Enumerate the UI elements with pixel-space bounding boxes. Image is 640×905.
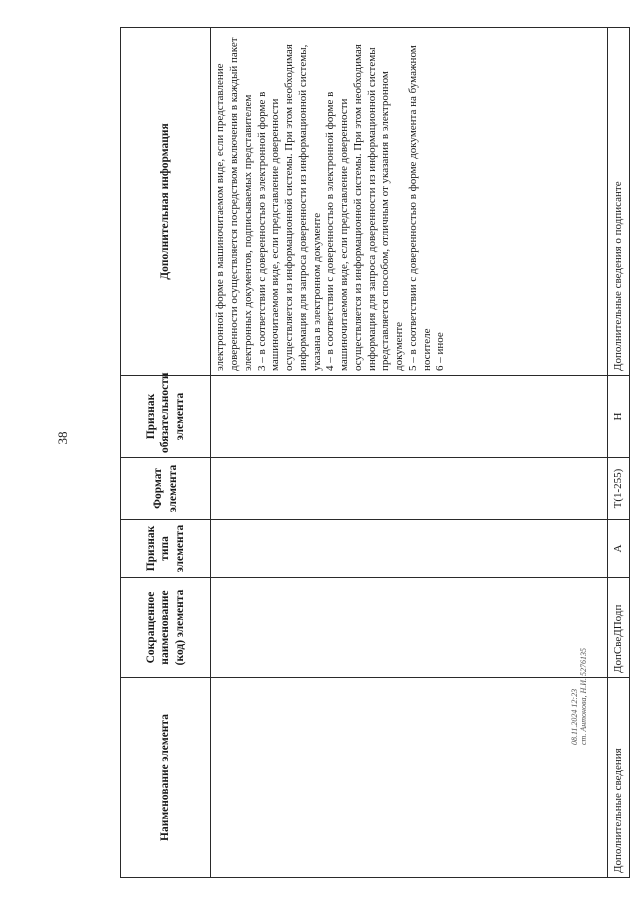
info-line: 5 – в соответствии с доверенностью в форме документа на бумажном носителе: [406, 45, 433, 371]
continuation-row: [211, 28, 608, 878]
signature-stamp: [570, 625, 588, 745]
page-number: 38: [55, 431, 70, 445]
cell-info: Дополнительные сведения о подписанте: [608, 28, 630, 376]
element-table: [120, 27, 630, 878]
cell-info-list: [211, 28, 608, 376]
cell-empty-format: [211, 458, 608, 520]
info-line: 3 – в соответствии с доверенностью в электронной форме в машиночитаемом виде, если представление доверенности осуществляется из информационной системы. При этом необходимая информация для запроса доверенности из информационной системы, указана в электронном документе: [255, 44, 323, 371]
stamp-line: ст. Антонова, Н.И. 5276135: [579, 648, 588, 745]
header-format: Формат элемента: [121, 458, 211, 520]
table-row: [608, 28, 630, 878]
cell-empty-mandatory: [211, 376, 608, 458]
cell-empty-name: [211, 678, 608, 878]
header-code: Сокращенное наименование (код) элемента: [121, 578, 211, 678]
header-mandatory: Признак обязательности элемента: [121, 376, 211, 458]
cell-empty-code: [211, 578, 608, 678]
stamp-line: 08.11.2024 12:23: [570, 688, 579, 745]
cell-type: А: [608, 520, 630, 578]
header-type: Признак типа элемента: [121, 520, 211, 578]
header-info: Дополнительная информация: [121, 28, 211, 376]
info-line: 4 – в соответствии с доверенностью в электронной форме в машиночитаемом виде, если представление доверенности осуществляется из информационной системы. При этом необходимая информация для запроса доверенности из информационной системы представляется способом, отличным от указания в электронном документе: [324, 44, 406, 371]
cell-mandatory: Н: [608, 376, 630, 458]
cell-name: Дополнительные сведения: [608, 678, 630, 878]
cell-empty-type: [211, 520, 608, 578]
cell-format: Т(1-255): [608, 458, 630, 520]
rotated-table-container: [120, 28, 630, 878]
info-line: 6 – иное: [434, 332, 447, 371]
header-name: Наименование элемента: [121, 678, 211, 878]
header-row: [121, 28, 211, 878]
cell-code: ДопСвеДПодп: [608, 578, 630, 678]
info-line: электронной форме в машиночитаемом виде, если представление доверенности осуществляется посредством включения в каждый пакет электронных документов, подписываемых представителем: [214, 37, 254, 371]
